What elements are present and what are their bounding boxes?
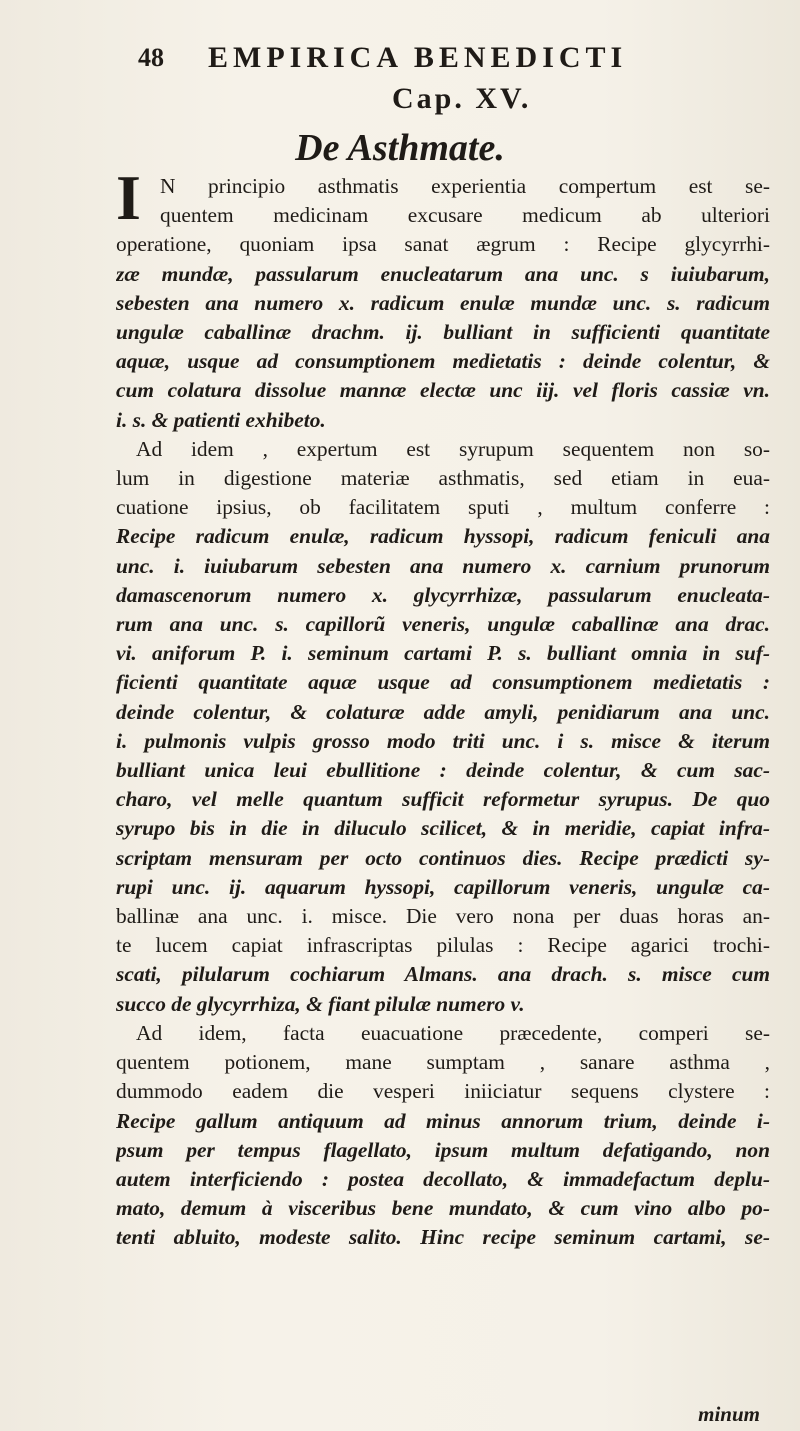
text-line: zæ mundæ, passularum enucleatarum ana unc. s iuiubarum, (116, 261, 770, 286)
body-text (116, 172, 770, 1253)
text-line: mato, demum à visceribus bene mundato, & cum vino albo po- (116, 1196, 770, 1221)
chapter-heading: Cap. XV. (392, 82, 532, 115)
text-line: damascenorum numero x. glycyrrhizæ, passularum enucleata- (116, 582, 770, 607)
text-line: lum in digestione materiæ asthmatis, sed etiam in eua- (116, 466, 770, 491)
page-number: 48 (138, 43, 164, 72)
text-line: charo, vel melle quantum sufficit reformetur syrupus. De quo (116, 787, 770, 812)
text-line: cum colatura dissolue mannæ electæ unc iij. vel floris cassiæ vn. (116, 378, 770, 403)
text-line: unc. i. iuiubarum sebesten ana numero x. carnium prunorum (116, 553, 770, 578)
text-line: autem interficiendo : postea decollato, & immadefactum deplu- (116, 1166, 770, 1191)
text-line: sebesten ana numero x. radicum enulæ mundæ unc. s. radicum (116, 290, 770, 315)
text-line: psum per tempus flagellato, ipsum multum defatigando, non (116, 1137, 770, 1162)
text-line: rum ana unc. s. capillorũ veneris, ungulæ caballinæ ana drac. (116, 612, 770, 637)
text-line: N principio asthmatis experientia compertum est se- (160, 174, 770, 198)
text-line: aquæ, usque ad consumptionem medietatis : deinde colentur, & (116, 349, 770, 374)
text-line: vi. aniforum P. i. seminum cartami P. s. bulliant omnia in suf- (116, 641, 770, 666)
text-line: deinde colentur, & colaturæ adde amyli, penidiarum ana unc. (116, 699, 770, 724)
text-line: ficienti quantitate aquæ usque ad consumptionem medietatis : (116, 670, 770, 695)
text-line: ungulæ caballinæ drachm. ij. bulliant in sufficienti quantitate (116, 320, 770, 345)
text-line: i. s. & patienti exhibeto. (116, 407, 326, 432)
page-header (138, 40, 698, 76)
text-line: syrupo bis in die in diluculo scilicet, & in meridie, capiat infra- (116, 816, 770, 841)
text-line: i. pulmonis vulpis grosso modo triti unc. i s. misce & iterum (116, 728, 770, 753)
text-line: ballinæ ana unc. i. misce. Die vero nona per duas horas an- (116, 904, 770, 929)
catchword: minum (698, 1402, 760, 1426)
text-line: dummodo eadem die vesperi iniiciatur sequens clystere : (116, 1079, 770, 1104)
text-line: Recipe gallum antiquum ad minus annorum trium, deinde i- (116, 1108, 770, 1133)
text-line: te lucem capiat infrascriptas pilulas : Recipe agarici trochi- (116, 933, 770, 958)
text-line: operatione, quoniam ipsa sanat ægrum : Recipe glycyrrhi- (116, 232, 770, 257)
text-line: Recipe radicum enulæ, radicum hyssopi, radicum feniculi ana (116, 524, 770, 549)
running-title: EMPIRICA BENEDICTI (208, 41, 628, 74)
text-line: scriptam mensuram per octo continuos dies. Recipe prædicti sy- (116, 845, 770, 870)
text-line: Ad idem, facta euacuatione præcedente, comperi se- (136, 1020, 770, 1045)
text-line: bulliant unica leui ebullitione : deinde colentur, & cum sac- (116, 758, 770, 783)
text-line: quentem medicinam excusare medicum ab ulteriori (160, 203, 770, 228)
section-title: De Asthmate. (295, 127, 505, 169)
text-line: cuatione ipsius, ob facilitatem sputi , multum conferre : (116, 495, 770, 520)
text-line: succo de glycyrrhiza, & fiant pilulæ numero v. (116, 991, 525, 1016)
drop-cap: I (116, 162, 141, 233)
text-line: scati, pilularum cochiarum Almans. ana drach. s. misce cum (116, 962, 770, 987)
text-line: Ad idem , expertum est syrupum sequentem non so- (136, 436, 770, 461)
text-line: rupi unc. ij. aquarum hyssopi, capillorum veneris, ungulæ ca- (116, 874, 770, 899)
text-line: quentem potionem, mane sumptam , sanare asthma , (116, 1050, 770, 1075)
text-line: tenti abluito, modeste salito. Hinc recipe seminum cartami, se- (116, 1225, 770, 1250)
